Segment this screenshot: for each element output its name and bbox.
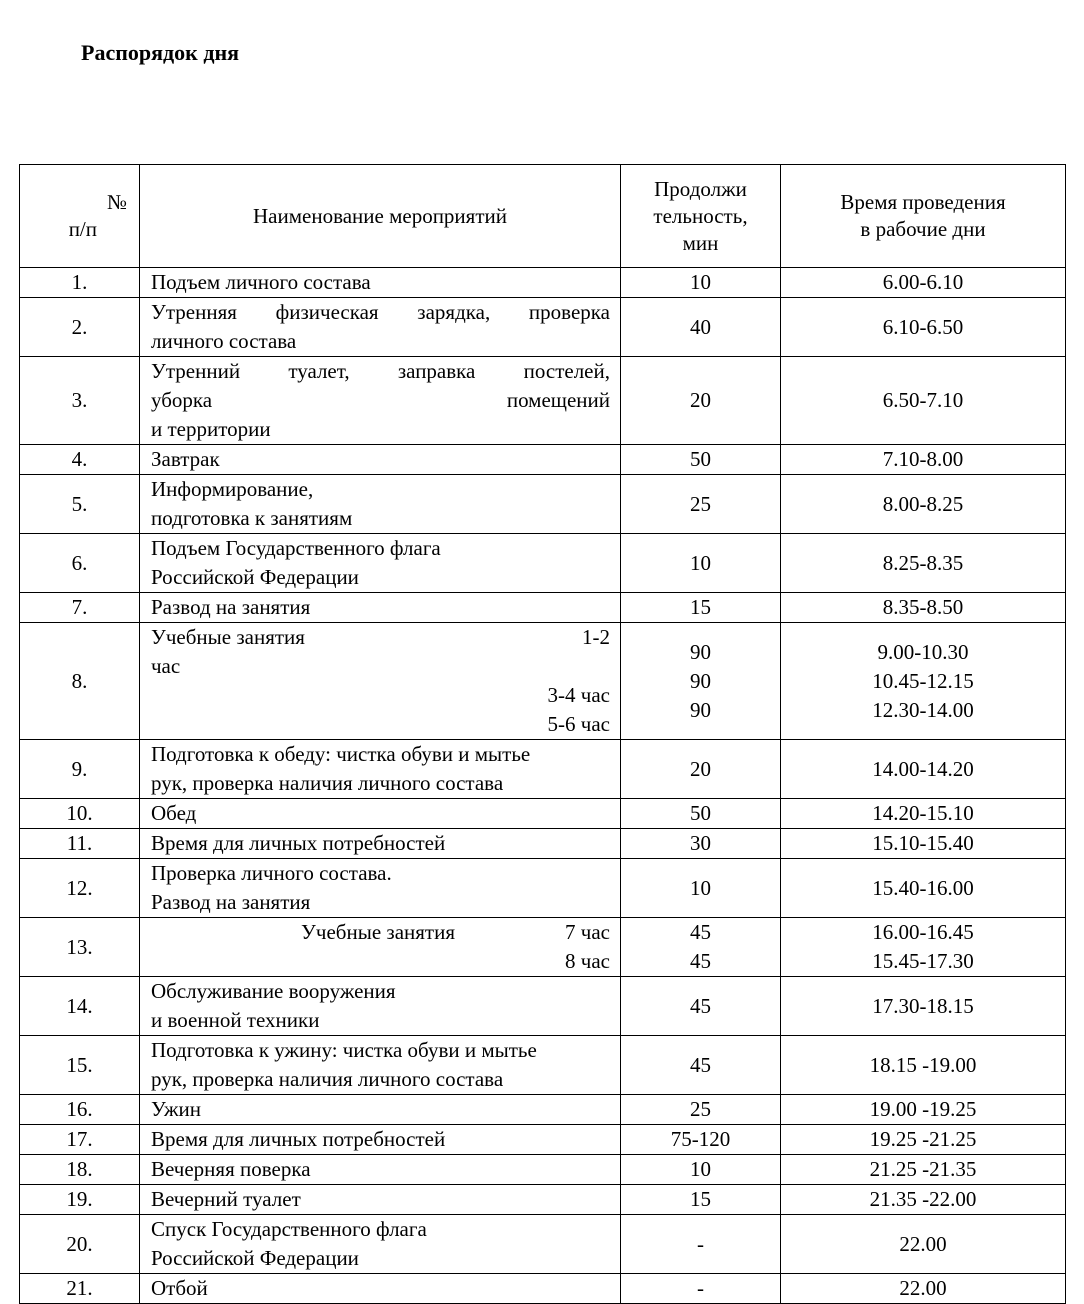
time-value: 9.00-10.30	[877, 639, 969, 664]
duration-value: 45	[690, 949, 711, 973]
table-row	[20, 593, 1066, 623]
activity-name	[140, 357, 621, 445]
time-value: 21.25 -21.35	[869, 1157, 977, 1181]
row-number: 2.	[20, 298, 140, 357]
time-value: 6.10-6.50	[882, 314, 964, 339]
time-value: 6.50-7.10	[882, 388, 964, 412]
time-value: 12.30-14.00	[872, 697, 974, 722]
time-value: 17.30-18.15	[872, 993, 974, 1018]
header-time	[781, 165, 1066, 268]
duration-cell	[621, 1274, 781, 1304]
activity-line: 5-6 час	[547, 712, 610, 736]
activity-line: Завтрак	[151, 447, 220, 471]
activity-name	[140, 829, 621, 859]
table-row	[20, 799, 1066, 829]
duration-value: 40	[690, 314, 711, 339]
duration-cell	[621, 445, 781, 475]
activity-line: Информирование,	[151, 477, 314, 501]
activity-line: и военной техники	[151, 1008, 320, 1032]
activity-name	[140, 1215, 621, 1274]
duration-cell	[621, 1095, 781, 1125]
time-value: 22.00	[899, 1231, 947, 1256]
row-number: 19.	[20, 1185, 140, 1215]
duration-cell	[621, 740, 781, 799]
row-number: 20.	[20, 1215, 140, 1274]
duration-cell	[621, 534, 781, 593]
table-row	[20, 740, 1066, 799]
activity-name	[140, 1125, 621, 1155]
duration-value: 90	[690, 697, 711, 722]
header-number	[20, 165, 140, 268]
activity-line: и территории	[151, 417, 271, 441]
time-value: 14.00-14.20	[872, 756, 974, 781]
duration-value: 20	[690, 756, 711, 781]
activity-line: Утренняя физическая зарядка, проверка	[151, 300, 610, 324]
activity-line: Развод на занятия	[151, 595, 311, 619]
time-value: 18.15 -19.00	[869, 1052, 977, 1077]
time-cell	[781, 977, 1066, 1036]
activity-line: Обед	[151, 801, 197, 825]
row-number: 12.	[20, 859, 140, 918]
row-number: 7.	[20, 593, 140, 623]
duration-cell	[621, 1125, 781, 1155]
time-cell	[781, 1215, 1066, 1274]
duration-value: 45	[690, 993, 711, 1018]
duration-value: 90	[690, 639, 711, 664]
time-value: 6.00-6.10	[882, 270, 964, 294]
time-cell	[781, 918, 1066, 977]
activity-line: Подъем Государственного флага	[151, 536, 441, 560]
duration-cell	[621, 1155, 781, 1185]
duration-value: 50	[690, 447, 711, 471]
time-cell	[781, 623, 1066, 740]
duration-cell	[621, 918, 781, 977]
activity-line: Развод на занятия	[151, 890, 311, 914]
duration-value: 30	[690, 831, 711, 855]
time-cell	[781, 1125, 1066, 1155]
duration-cell	[621, 268, 781, 298]
table-row	[20, 1036, 1066, 1095]
activity-name	[140, 859, 621, 918]
row-number: 18.	[20, 1155, 140, 1185]
duration-value: 15	[690, 595, 711, 619]
duration-value: -	[697, 1276, 704, 1300]
table-row	[20, 918, 1066, 977]
activity-line: личного состава	[151, 329, 297, 353]
time-cell	[781, 859, 1066, 918]
header-duration-line: мин	[682, 230, 719, 255]
duration-value: 10	[690, 875, 711, 900]
duration-value: 25	[690, 1097, 711, 1121]
duration-cell	[621, 1036, 781, 1095]
activity-name	[140, 1036, 621, 1095]
duration-cell	[621, 799, 781, 829]
time-value: 16.00-16.45	[872, 920, 974, 944]
activity-line: Учебные занятия	[151, 625, 305, 649]
time-cell	[781, 534, 1066, 593]
header-name: Наименование мероприятий	[140, 165, 621, 268]
table-row	[20, 1274, 1066, 1304]
activity-name	[140, 475, 621, 534]
activity-name	[140, 1155, 621, 1185]
row-number: 1.	[20, 268, 140, 298]
time-cell	[781, 799, 1066, 829]
time-value: 10.45-12.15	[872, 668, 974, 693]
time-cell	[781, 1185, 1066, 1215]
activity-name	[140, 445, 621, 475]
row-number: 5.	[20, 475, 140, 534]
time-value: 7.10-8.00	[882, 447, 964, 471]
header-time-line: Время проведения	[840, 190, 1006, 214]
activity-name	[140, 268, 621, 298]
duration-value: 90	[690, 668, 711, 693]
duration-value: 45	[690, 920, 711, 944]
table-row	[20, 1215, 1066, 1274]
activity-line: Вечерняя поверка	[151, 1157, 311, 1181]
row-number: 11.	[20, 829, 140, 859]
activity-line: 7 час	[565, 920, 610, 944]
row-number: 8.	[20, 623, 140, 740]
duration-value: 25	[690, 491, 711, 516]
duration-cell	[621, 829, 781, 859]
activity-line: час	[151, 654, 181, 678]
time-cell	[781, 593, 1066, 623]
duration-value: 50	[690, 801, 711, 825]
table-row	[20, 534, 1066, 593]
activity-line: Российской Федерации	[151, 565, 359, 589]
activity-line: Спуск Государственного флага	[151, 1217, 427, 1241]
duration-value: 10	[690, 550, 711, 575]
header-number-symbol: №	[106, 190, 127, 214]
time-cell	[781, 1036, 1066, 1095]
time-value: 14.20-15.10	[872, 801, 974, 825]
schedule-table	[19, 164, 1066, 1304]
header-duration	[621, 165, 781, 268]
activity-line: уборка помещений	[151, 388, 610, 412]
time-value: 15.40-16.00	[872, 875, 974, 900]
table-row	[20, 1125, 1066, 1155]
activity-name	[140, 918, 621, 977]
document-title: Распорядок дня	[81, 40, 240, 65]
duration-cell	[621, 1185, 781, 1215]
duration-value: 10	[690, 270, 711, 294]
row-number: 17.	[20, 1125, 140, 1155]
time-cell	[781, 357, 1066, 445]
table-row	[20, 1185, 1066, 1215]
activity-line: Обслуживание вооружения	[151, 979, 396, 1003]
activity-line: рук, проверка наличия личного состава	[151, 771, 504, 795]
header-duration-line: Продолжи	[654, 176, 747, 201]
row-number: 13.	[20, 918, 140, 977]
table-row	[20, 1155, 1066, 1185]
time-cell	[781, 829, 1066, 859]
activity-line: Утренний туалет, заправка постелей,	[151, 359, 610, 383]
activity-name	[140, 623, 621, 740]
activity-name	[140, 593, 621, 623]
activity-line: Проверка личного состава.	[151, 861, 392, 885]
duration-cell	[621, 1215, 781, 1274]
activity-line: 3-4 час	[547, 683, 610, 707]
header-number-label: п/п	[68, 217, 97, 241]
table-row	[20, 829, 1066, 859]
activity-name	[140, 977, 621, 1036]
activity-line: 1-2	[582, 625, 610, 649]
activity-line: Российской Федерации	[151, 1246, 359, 1270]
time-value: 8.25-8.35	[882, 550, 964, 575]
row-number: 14.	[20, 977, 140, 1036]
duration-cell	[621, 357, 781, 445]
duration-value: 20	[690, 388, 711, 412]
activity-line: Подготовка к обеду: чистка обуви и мытье	[151, 742, 531, 766]
row-number: 4.	[20, 445, 140, 475]
activity-line: Отбой	[151, 1276, 208, 1300]
table-row	[20, 623, 1066, 740]
activity-line: Ужин	[151, 1097, 202, 1121]
row-number: 10.	[20, 799, 140, 829]
activity-name	[140, 799, 621, 829]
table-row	[20, 268, 1066, 298]
time-value: 19.25 -21.25	[869, 1127, 977, 1151]
row-number: 15.	[20, 1036, 140, 1095]
activity-name	[140, 298, 621, 357]
activity-line: Учебные занятия	[301, 920, 455, 944]
row-number: 9.	[20, 740, 140, 799]
activity-name	[140, 1095, 621, 1125]
activity-name	[140, 1274, 621, 1304]
table-row	[20, 475, 1066, 534]
header-time-line: в рабочие дни	[860, 217, 986, 241]
time-cell	[781, 740, 1066, 799]
time-value: 15.10-15.40	[872, 831, 974, 855]
header-duration-line: тельность,	[653, 203, 748, 228]
time-value: 22.00	[899, 1276, 947, 1300]
duration-cell	[621, 475, 781, 534]
activity-line: Вечерний туалет	[151, 1187, 301, 1211]
duration-value: 10	[690, 1157, 711, 1181]
activity-line: подготовка к занятиям	[151, 506, 353, 530]
row-number: 16.	[20, 1095, 140, 1125]
activity-line: Подготовка к ужину: чистка обуви и мытье	[151, 1038, 537, 1062]
table-header-row	[20, 165, 1066, 268]
time-value: 8.00-8.25	[882, 491, 964, 516]
time-cell	[781, 1155, 1066, 1185]
activity-name	[140, 534, 621, 593]
table-row	[20, 977, 1066, 1036]
time-value: 8.35-8.50	[882, 595, 964, 619]
time-cell	[781, 475, 1066, 534]
table-row	[20, 1095, 1066, 1125]
activity-line: рук, проверка наличия личного состава	[151, 1067, 504, 1091]
duration-value: 45	[690, 1052, 711, 1077]
time-cell	[781, 268, 1066, 298]
duration-cell	[621, 859, 781, 918]
table-row	[20, 298, 1066, 357]
time-value: 15.45-17.30	[872, 949, 974, 973]
duration-cell	[621, 593, 781, 623]
time-value: 21.35 -22.00	[869, 1187, 977, 1211]
time-value: 19.00 -19.25	[869, 1097, 977, 1121]
time-cell	[781, 1095, 1066, 1125]
row-number: 3.	[20, 357, 140, 445]
duration-cell	[621, 977, 781, 1036]
time-cell	[781, 1274, 1066, 1304]
activity-line: 8 час	[565, 949, 610, 973]
duration-value: 15	[690, 1187, 711, 1211]
table-row	[20, 859, 1066, 918]
activity-name	[140, 1185, 621, 1215]
table-row	[20, 357, 1066, 445]
time-cell	[781, 445, 1066, 475]
row-number: 6.	[20, 534, 140, 593]
duration-cell	[621, 623, 781, 740]
activity-line: Время для личных потребностей	[151, 1127, 446, 1151]
activity-name	[140, 740, 621, 799]
duration-cell	[621, 298, 781, 357]
row-number: 21.	[20, 1274, 140, 1304]
duration-value: 75-120	[670, 1127, 731, 1151]
duration-value: -	[697, 1231, 704, 1256]
time-cell	[781, 298, 1066, 357]
table-row	[20, 445, 1066, 475]
activity-line: Время для личных потребностей	[151, 831, 446, 855]
activity-line: Подъем личного состава	[151, 270, 371, 294]
